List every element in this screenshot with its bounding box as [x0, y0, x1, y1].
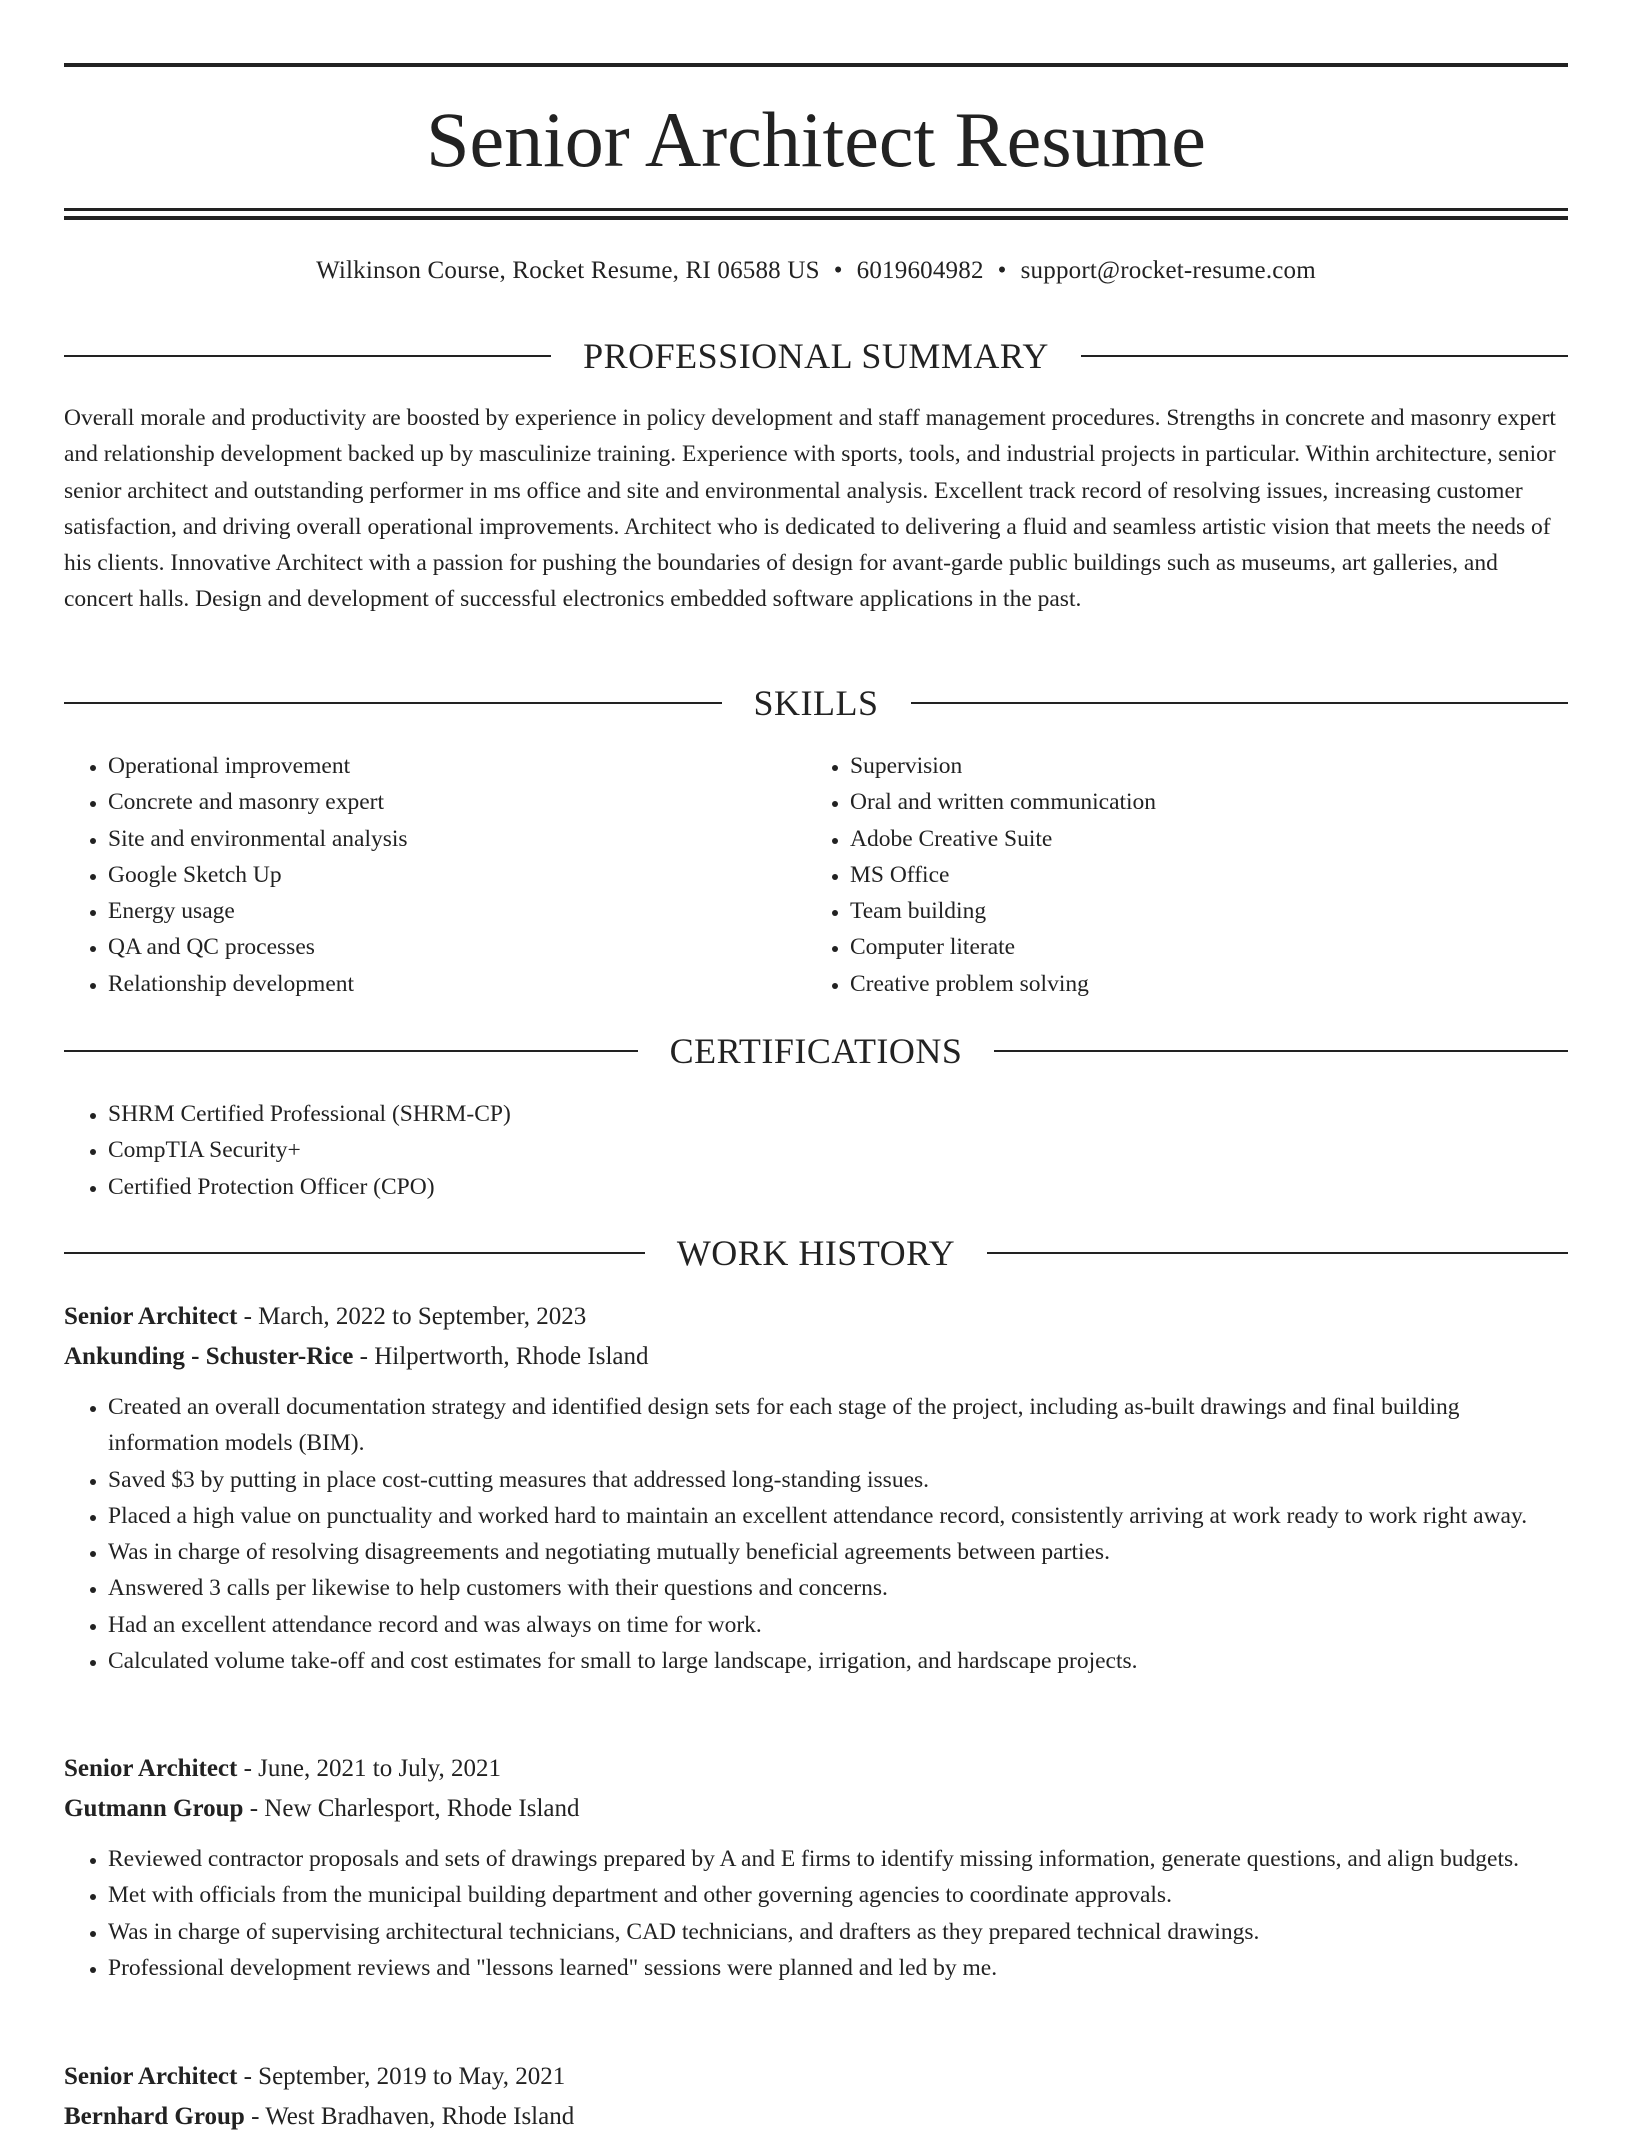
job-company: Bernhard Group: [64, 2103, 245, 2130]
top-rule: [64, 63, 1568, 67]
skills-left-list: [64, 748, 764, 1002]
skill-item: • QA and QC processes: [108, 929, 764, 965]
professional-summary: Overall morale and productivity are boosted by experience in policy development and staff management procedures. Strengths in concrete and masonry expert and relationship development backed up by masculinize training. Experience with sports, tools, and industrial projects in particular. Within architecture, senior senior architect and outstanding performer in ms office and site and environmental analysis. Excellent track record of resolving issues, increasing customer satisfaction, and driving overall operational improvements. Architect who is dedicated to delivering a fluid and seamless artistic vision that meets the needs of his clients. Innovative Architect with a passion for pushing the boundaries of design for avant-garde public buildings such as museums, art galleries, and concert halls. Design and development of successful electronics embedded software applications in the past.: [64, 405, 1556, 613]
skills-right-list: [806, 748, 1546, 1002]
certifications-list: [64, 1096, 1568, 1205]
job-bullet: • Had an excellent attendance record and was always on time for work.: [108, 1607, 1568, 1643]
job-bullet: • Saved $3 by putting in place cost-cutting measures that addressed long-standing issues.: [108, 1462, 1568, 1498]
skill-item: • Creative problem solving: [850, 966, 1546, 1002]
certifications-heading-label: CERTIFICATIONS: [669, 1031, 963, 1071]
job-bullet: • Professional development reviews and "lessons learned" sessions were planned and led by me.: [108, 1950, 1568, 1986]
skill-item: • Adobe Creative Suite: [850, 821, 1546, 857]
job-bullets: [64, 1389, 1568, 1679]
certifications: [64, 1096, 1568, 1205]
skills-heading-label: SKILLS: [753, 683, 879, 723]
skills-left-column: [64, 748, 764, 1002]
job-company: Ankunding - Schuster-Rice: [64, 1343, 354, 1370]
job-role-line: [64, 1297, 1568, 1337]
job-dates: - March, 2022 to September, 2023: [237, 1303, 587, 1330]
job-company-line: [64, 1789, 1568, 1829]
skill-item: • MS Office: [850, 857, 1546, 893]
contact-address: Wilkinson Course, Rocket Resume, RI 06588 US: [316, 257, 820, 284]
job-dates: - June, 2021 to July, 2021: [237, 1755, 502, 1782]
certifications-heading: [64, 1031, 1568, 1071]
job-entry: [64, 2057, 1568, 2137]
job-bullet: • Reviewed contractor proposals and sets of drawings prepared by A and E firms to identify missing information, generate questions, and align budgets.: [108, 1841, 1568, 1877]
job-bullet: • Calculated volume take-off and cost estimates for small to large landscape, irrigation, and hardscape projects.: [108, 1643, 1568, 1679]
job-entry: [64, 1297, 1568, 1679]
work-history-heading-label: WORK HISTORY: [676, 1233, 956, 1273]
skill-item: • Site and environmental analysis: [108, 821, 764, 857]
job-bullets: [64, 1841, 1568, 1986]
job-location: - West Bradhaven, Rhode Island: [244, 2103, 575, 2130]
contact-separator: •: [833, 257, 843, 284]
skills-heading: [64, 683, 1568, 723]
skill-item: • Supervision: [850, 748, 1546, 784]
skill-item: • Energy usage: [108, 893, 764, 929]
summary-heading-label: PROFESSIONAL SUMMARY: [583, 336, 1049, 376]
resume-title: Senior Architect Resume: [426, 96, 1206, 183]
work-history-heading: [64, 1233, 1568, 1273]
job-role: Senior Architect: [64, 1755, 238, 1782]
job-dates: - September, 2019 to May, 2021: [237, 2063, 566, 2090]
job-company: Gutmann Group: [64, 1795, 244, 1822]
skill-item: • Concrete and masonry expert: [108, 784, 764, 820]
job-bullet: • Was in charge of resolving disagreements and negotiating mutually beneficial agreements between parties.: [108, 1534, 1568, 1570]
skill-item: • Operational improvement: [108, 748, 764, 784]
contact-email[interactable]: support@rocket-resume.com: [1020, 257, 1316, 284]
job-entry: [64, 1749, 1568, 1986]
skill-item: • Oral and written communication: [850, 784, 1546, 820]
job-location: - Hilpertworth, Rhode Island: [353, 1343, 649, 1370]
contact-separator: •: [997, 257, 1007, 284]
job-bullet: • Placed a high value on punctuality and worked hard to maintain an excellent attendance record, consistently arriving at work ready to work right away.: [108, 1498, 1568, 1534]
job-role: Senior Architect: [64, 1303, 238, 1330]
job-role-line: [64, 2057, 1568, 2097]
job-role-line: [64, 1749, 1568, 1789]
skill-item: • Google Sketch Up: [108, 857, 764, 893]
skills-right-column: [806, 748, 1546, 1002]
job-bullet: • Created an overall documentation strategy and identified design sets for each stage of the project, including as-built drawings and final building information models (BIM).: [108, 1389, 1568, 1462]
job-bullet: • Was in charge of supervising architectural technicians, CAD technicians, and drafters as they prepared technical drawings.: [108, 1914, 1568, 1950]
job-company-line: [64, 2097, 1568, 2137]
certification-item: • CompTIA Security+: [108, 1132, 1568, 1168]
contact-phone[interactable]: 6019604982: [856, 257, 984, 284]
job-bullet: • Answered 3 calls per likewise to help customers with their questions and concerns.: [108, 1570, 1568, 1606]
job-bullet: • Met with officials from the municipal building department and other governing agencies to coordinate approvals.: [108, 1877, 1568, 1913]
skill-item: • Team building: [850, 893, 1546, 929]
summary-heading: [64, 336, 1568, 376]
skill-item: • Computer literate: [850, 929, 1546, 965]
contact-line: [64, 254, 1568, 288]
job-location: - New Charlesport, Rhode Island: [243, 1795, 580, 1822]
skill-item: • Relationship development: [108, 966, 764, 1002]
certification-item: • Certified Protection Officer (CPO): [108, 1169, 1568, 1205]
job-company-line: [64, 1337, 1568, 1377]
certification-item: • SHRM Certified Professional (SHRM-CP): [108, 1096, 1568, 1132]
title-double-rule: [64, 208, 1568, 220]
job-role: Senior Architect: [64, 2063, 238, 2090]
